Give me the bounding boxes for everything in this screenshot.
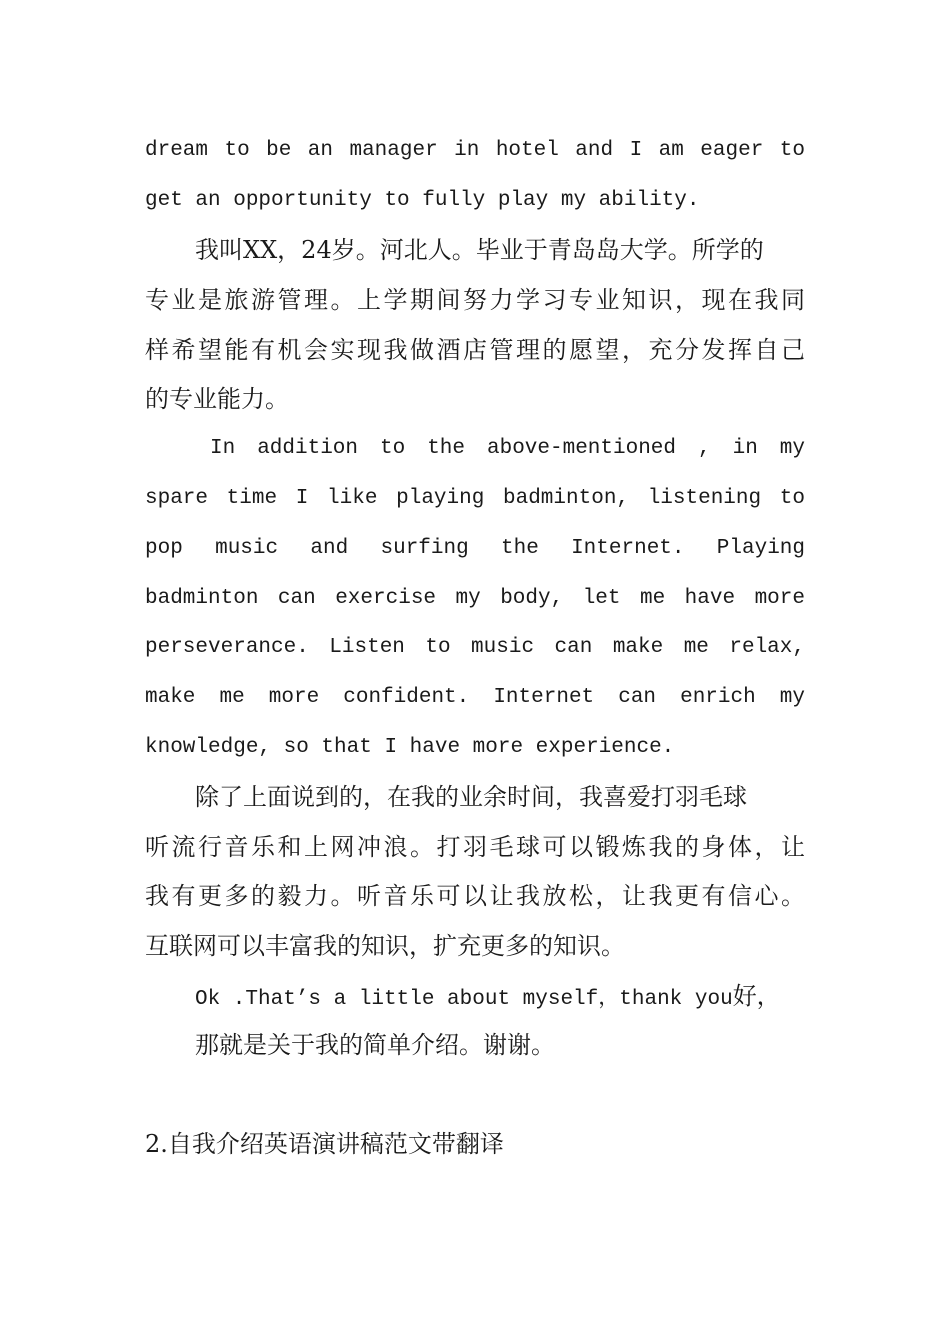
en-hobby-line-7: knowledge, so that I have more experience.: [145, 736, 675, 759]
en-hobby-line-4: badminton can exercise my body, let me have more: [145, 587, 805, 610]
en-hobby-line-1: In addition to the above-mentioned , in my: [210, 437, 805, 460]
en-intro-line-2: get an opportunity to fully play my ability.: [145, 189, 700, 212]
en-hobby-line-2: spare time I like playing badminton, listening to: [145, 487, 805, 510]
en-hobby-line-5: perseverance. Listen to music can make me relax,: [145, 636, 805, 659]
section-heading: 2.自我介绍英语演讲稿范文带翻译: [145, 1130, 504, 1158]
en-hobby-line-6: make me more confident. Internet can enrich my: [145, 686, 805, 709]
zh-hobby-line-3: 我有更多的毅力。听音乐可以让我放松，让我更有信心。: [145, 882, 805, 910]
zh-intro-line-2: 专业是旅游管理。上学期间努力学习专业知识，现在我同: [145, 286, 805, 314]
zh-intro-line-3: 样希望能有机会实现我做酒店管理的愿望，充分发挥自己: [145, 336, 805, 364]
zh-hobby-line-1: 除了上面说到的，在我的业余时间，我喜爱打羽毛球: [195, 783, 747, 811]
closing-chinese-line: 那就是关于我的简单介绍。谢谢。: [195, 1031, 555, 1059]
zh-hobby-line-4: 互联网可以丰富我的知识，扩充更多的知识。: [145, 932, 625, 960]
zh-intro-line-4: 的专业能力。: [145, 385, 289, 413]
closing-english: Ok .That’s a little about myself，thank you: [195, 988, 733, 1011]
en-hobby-line-3: pop music and surfing the Internet. Playing: [145, 537, 805, 560]
zh-intro-line-1: 我叫XX，24岁。河北人。毕业于青岛岛大学。所学的: [195, 236, 764, 264]
zh-hobby-line-2: 听流行音乐和上网冲浪。打羽毛球可以锻炼我的身体，让: [145, 833, 805, 861]
en-intro-line-1: dream to be an manager in hotel and I am eager to: [145, 139, 805, 162]
closing-chinese-tail: 好，: [732, 982, 781, 1010]
closing-line: [195, 971, 781, 1025]
